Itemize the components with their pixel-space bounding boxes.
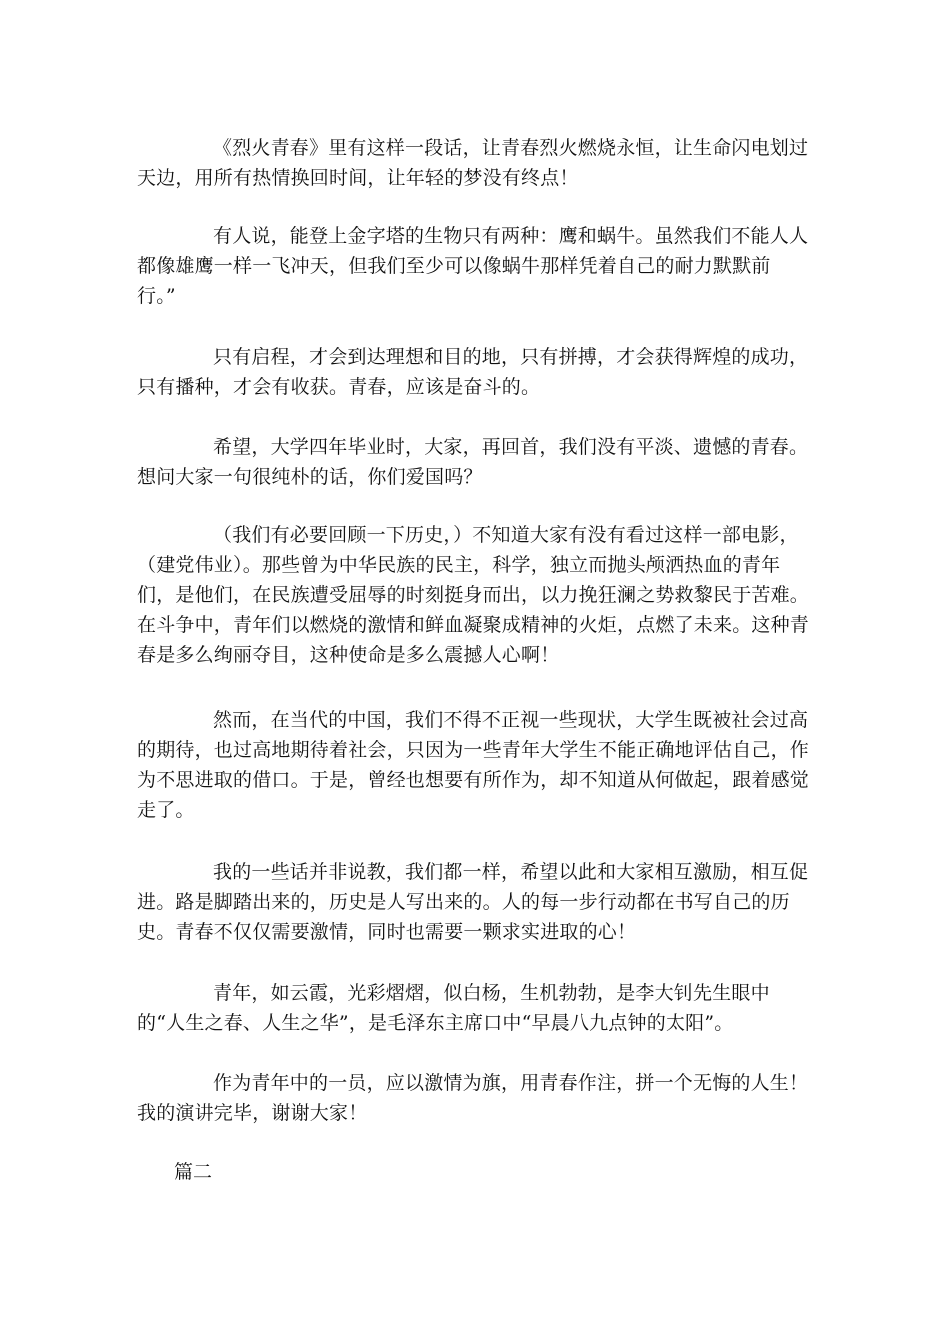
paragraph-6: 然而，在当代的中国，我们不得不正视一些现状，大学生既被社会过高的期待，也过高地期待着社会，只因为一些青年大学生不能正确地评估自己，作为不思进取的借口。于是，曾经也想要有所作为，却不知道从何做起，跟着感觉走了。	[137, 709, 810, 821]
paragraph-5: （我们有必要回顾一下历史，）不知道大家有没有看过这样一部电影，（建党伟业）。那些曾为中华民族的民主，科学，独立而抛头颅洒热血的青年们，是他们，在民族遭受屈辱的时刻挺身而出，以力挽狂澜之势救黎民于苦难。在斗争中，青年们以燃烧的激情和鲜血凝聚成精神的火炬，点燃了未来。这种青春是多么绚丽夺目，这种使命是多么震撼人心啊！	[137, 524, 810, 666]
paragraph-1: 《烈火青春》里有这样一段话，让青春烈火燃烧永恒，让生命闪电划过天边，用所有热情换回时间，让年轻的梦没有终点！	[137, 137, 809, 189]
paragraph-2: 有人说，能登上金字塔的生物只有两种：鹰和蜗牛。虽然我们不能人人都像雄鹰一样一飞冲天，但我们至少可以像蜗牛那样凭着自己的耐力默默前行。”	[137, 225, 809, 307]
paragraph-9: 作为青年中的一员，应以激情为旗，用青春作注，拼一个无悔的人生！我的演讲完毕，谢谢大家！	[137, 1072, 809, 1124]
paragraph-4: 希望，大学四年毕业时，大家，再回首，我们没有平淡、遗憾的青春。想问大家一句很纯朴的话，你们爱国吗？	[137, 436, 809, 488]
paragraph-3: 只有启程，才会到达理想和目的地，只有拼搏，才会获得辉煌的成功，只有播种，才会有收获。青春，应该是奋斗的。	[137, 346, 809, 398]
paragraph-7: 我的一些话并非说教，我们都一样，希望以此和大家相互激励，相互促进。路是脚踏出来的，历史是人写出来的。人的每一步行动都在书写自己的历史。青春不仅仅需要激情，同时也需要一颗求实进取的心！	[137, 861, 809, 943]
section-heading: 篇二	[174, 1161, 213, 1183]
paragraph-8: 青年，如云霞，光彩熠熠，似白杨，生机勃勃，是李大钊先生眼中的“人生之春、人生之华”，是毛泽东主席口中“早晨八九点钟的太阳”。	[137, 982, 770, 1034]
